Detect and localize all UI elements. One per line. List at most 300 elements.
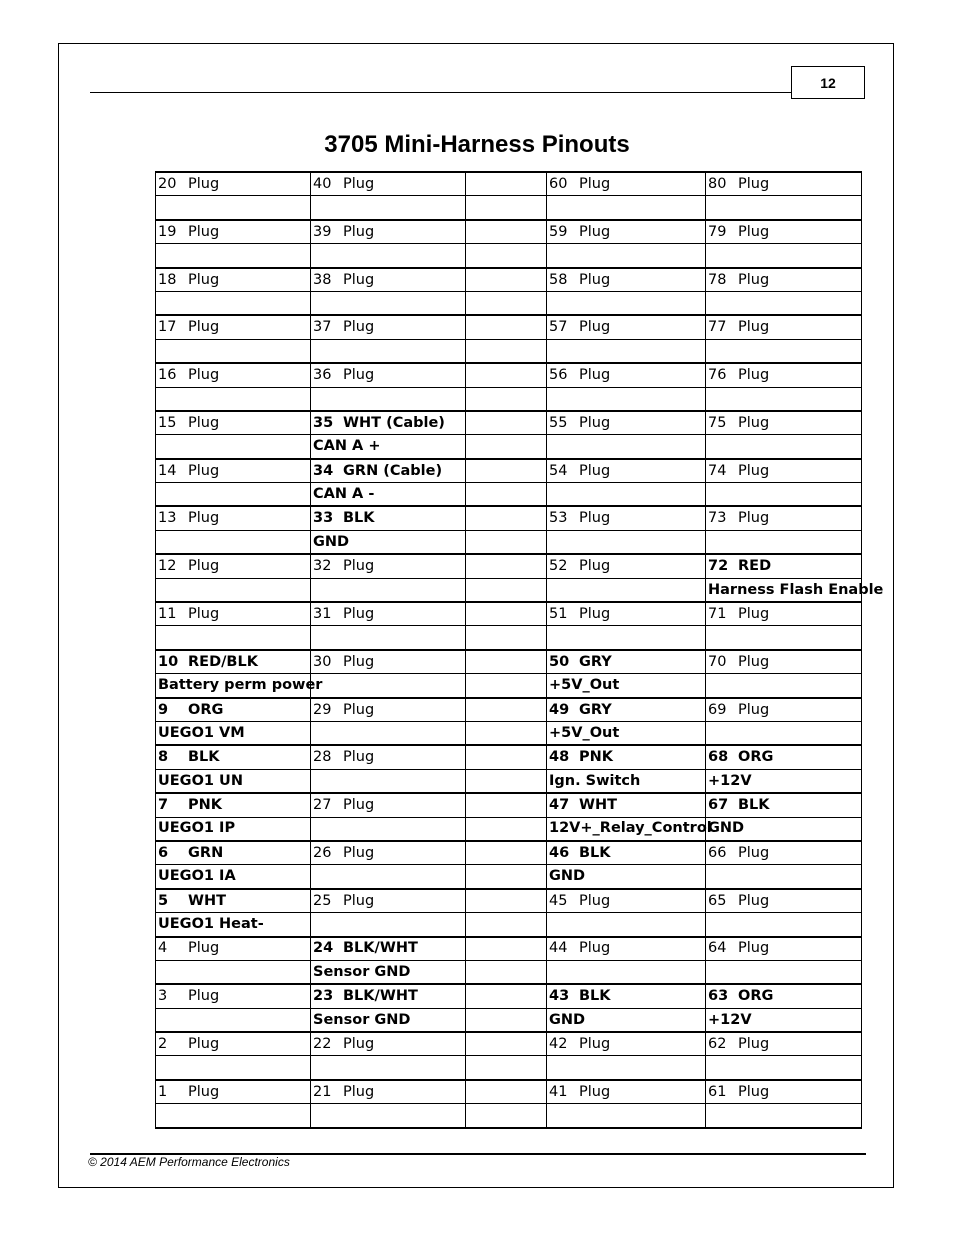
pin-number: 15 [158, 414, 177, 431]
table-row [156, 889, 862, 913]
pin-number: 71 [708, 605, 727, 622]
table-cell [311, 1080, 466, 1104]
table-cell [156, 865, 311, 889]
pin-label: +12V [708, 1011, 752, 1028]
table-cell [547, 841, 706, 865]
table-cell [547, 745, 706, 769]
pin-label: Plug [579, 558, 611, 575]
pin-number: 39 [313, 223, 332, 240]
table-cell [311, 387, 466, 411]
pin-number: 1 [158, 1083, 168, 1100]
pin-label: CAN A - [313, 486, 375, 503]
pin-number: 37 [313, 319, 332, 336]
pin-label: Plug [343, 223, 375, 240]
table-cell [311, 889, 466, 913]
pin-label: Plug [579, 271, 611, 288]
table-cell [547, 506, 706, 530]
pin-number: 34 [313, 462, 334, 479]
table-cell [156, 889, 311, 913]
table-cell [466, 459, 547, 483]
pin-label: Plug [738, 1083, 770, 1100]
table-cell [466, 1104, 547, 1128]
table-cell [706, 459, 862, 483]
pin-label: Plug [738, 223, 770, 240]
table-cell [311, 1104, 466, 1128]
pin-label: GND [549, 868, 586, 885]
table-cell [466, 650, 547, 674]
pin-label: UEGO1 VM [158, 724, 245, 741]
table-row [156, 865, 862, 889]
table-cell [156, 339, 311, 363]
table-cell [706, 315, 862, 339]
pin-number: 56 [549, 367, 568, 384]
table-row [156, 984, 862, 1008]
pin-label: GRN [188, 844, 224, 861]
pin-label: Plug [738, 414, 770, 431]
pin-number: 58 [549, 271, 568, 288]
table-cell [466, 435, 547, 459]
table-cell [547, 650, 706, 674]
pin-label: Plug [343, 271, 375, 288]
table-cell [706, 1080, 862, 1104]
table-cell [311, 339, 466, 363]
pinout-table [155, 171, 884, 1129]
table-cell [466, 745, 547, 769]
table-cell [466, 602, 547, 626]
table-cell [706, 865, 862, 889]
table-cell [547, 387, 706, 411]
table-cell [311, 459, 466, 483]
table-cell [706, 1104, 862, 1128]
table-cell [706, 172, 862, 196]
pin-label: Plug [343, 653, 375, 670]
pin-number: 29 [313, 701, 332, 718]
pin-label: Plug [579, 510, 611, 527]
pin-number: 24 [313, 940, 334, 957]
pin-number: 46 [549, 844, 570, 861]
pin-number: 50 [549, 653, 570, 670]
table-cell [156, 1032, 311, 1056]
pin-label: Plug [579, 319, 611, 336]
table-cell [311, 745, 466, 769]
pin-label: ORG [188, 701, 224, 718]
table-cell [706, 626, 862, 650]
table-cell [706, 889, 862, 913]
table-cell [311, 937, 466, 961]
table-row [156, 387, 862, 411]
pin-label: Plug [579, 605, 611, 622]
pin-label: Plug [738, 271, 770, 288]
table-cell [466, 841, 547, 865]
table-cell [547, 1080, 706, 1104]
pin-label: Plug [579, 414, 611, 431]
table-cell [706, 244, 862, 268]
table-row [156, 483, 862, 507]
table-cell [156, 172, 311, 196]
pin-number: 53 [549, 510, 568, 527]
table-row [156, 674, 862, 698]
table-cell [547, 602, 706, 626]
table-cell [156, 650, 311, 674]
table-cell [156, 435, 311, 459]
table-cell [466, 626, 547, 650]
pin-label: Battery perm power [158, 677, 323, 694]
page-number: 12 [791, 66, 865, 99]
table-cell [156, 387, 311, 411]
table-cell [547, 1104, 706, 1128]
pin-label: Ign. Switch [549, 772, 641, 789]
pin-label: Plug [738, 175, 770, 192]
pin-label: Plug [343, 175, 375, 192]
pin-label: Plug [738, 844, 770, 861]
table-cell [706, 674, 862, 698]
pin-number: 8 [158, 749, 169, 766]
pin-label: Plug [579, 1083, 611, 1100]
table-cell [706, 554, 862, 578]
pin-label: Plug [738, 319, 770, 336]
table-cell [706, 937, 862, 961]
pin-number: 47 [549, 797, 570, 814]
table-cell [547, 889, 706, 913]
pin-number: 16 [158, 367, 177, 384]
pin-label: BLK [738, 797, 770, 814]
table-row [156, 196, 862, 220]
pin-number: 75 [708, 414, 727, 431]
pin-label: Plug [188, 367, 220, 384]
pin-label: Plug [343, 558, 375, 575]
pin-number: 72 [708, 558, 729, 575]
table-cell [466, 530, 547, 554]
table-cell [466, 220, 547, 244]
table-cell [547, 865, 706, 889]
table-cell [156, 315, 311, 339]
table-cell [156, 554, 311, 578]
table-cell [547, 793, 706, 817]
table-cell [311, 172, 466, 196]
table-cell [156, 483, 311, 507]
pin-label: Plug [188, 175, 220, 192]
pin-label: RED/BLK [188, 653, 258, 670]
table-cell [466, 1056, 547, 1080]
table-row [156, 1080, 862, 1104]
table-cell [706, 268, 862, 292]
table-row [156, 363, 862, 387]
table-cell [466, 315, 547, 339]
pin-label: Plug [579, 462, 611, 479]
pin-label: Plug [188, 1036, 220, 1052]
table-cell [156, 220, 311, 244]
pin-label: Plug [738, 892, 770, 909]
table-cell [156, 698, 311, 722]
table-cell [547, 291, 706, 315]
table-cell [466, 506, 547, 530]
pin-label: Plug [738, 605, 770, 622]
table-row [156, 817, 862, 841]
table-cell [706, 841, 862, 865]
pin-label: WHT [188, 892, 227, 909]
table-cell [466, 793, 547, 817]
table-cell [547, 1056, 706, 1080]
pin-number: 67 [708, 797, 729, 814]
table-cell [706, 698, 862, 722]
table-cell [706, 817, 862, 841]
table-cell [156, 937, 311, 961]
table-cell [156, 530, 311, 554]
table-cell [547, 483, 706, 507]
table-cell [706, 339, 862, 363]
pin-number: 80 [708, 175, 727, 192]
table-cell [547, 698, 706, 722]
pin-number: 79 [708, 223, 727, 240]
table-cell [466, 1032, 547, 1056]
table-cell [156, 268, 311, 292]
table-cell [466, 721, 547, 745]
table-cell [547, 984, 706, 1008]
table-cell [547, 674, 706, 698]
pin-number: 30 [313, 653, 332, 670]
table-row [156, 841, 862, 865]
table-cell [547, 339, 706, 363]
pin-label: PNK [188, 797, 222, 814]
table-cell [156, 984, 311, 1008]
pin-number: 62 [708, 1036, 727, 1052]
pin-number: 23 [313, 988, 334, 1005]
pin-label: BLK [343, 510, 375, 527]
pin-number: 20 [158, 175, 177, 192]
table-row [156, 435, 862, 459]
table-cell [706, 769, 862, 793]
table-cell [311, 721, 466, 745]
table-row [156, 578, 862, 602]
table-cell [311, 1056, 466, 1080]
table-cell [311, 291, 466, 315]
table-cell [547, 960, 706, 984]
pin-label: Plug [343, 319, 375, 336]
pin-number: 28 [313, 749, 332, 766]
pin-label: Plug [343, 797, 375, 814]
pin-label: Plug [738, 940, 770, 957]
pin-number: 70 [708, 653, 727, 670]
table-cell [547, 172, 706, 196]
pin-number: 44 [549, 940, 568, 957]
pin-label: Plug [188, 988, 220, 1005]
table-cell [466, 865, 547, 889]
pin-label: Plug [738, 367, 770, 384]
pin-number: 54 [549, 462, 568, 479]
table-cell [156, 506, 311, 530]
table-cell [311, 411, 466, 435]
table-cell [466, 339, 547, 363]
table-cell [706, 578, 884, 602]
table-cell [466, 578, 547, 602]
table-cell [706, 483, 862, 507]
table-cell [311, 793, 466, 817]
pin-number: 63 [708, 988, 729, 1005]
pin-label: Plug [343, 892, 375, 909]
table-cell [466, 913, 547, 937]
pin-label: Plug [738, 1036, 770, 1052]
table-cell [466, 984, 547, 1008]
table-cell [547, 1008, 706, 1032]
table-cell [156, 1080, 311, 1104]
table-cell [311, 913, 466, 937]
table-cell [156, 960, 311, 984]
page-title: 3705 Mini-Harness Pinouts [324, 131, 630, 158]
table-cell [547, 721, 706, 745]
table-row [156, 268, 862, 292]
pin-label: Plug [188, 510, 220, 527]
pin-label: WHT (Cable) [343, 414, 445, 431]
header-rule [90, 92, 791, 93]
pin-number: 49 [549, 701, 570, 718]
pin-number: 78 [708, 271, 727, 288]
table-cell [156, 769, 311, 793]
pin-number: 10 [158, 653, 179, 670]
table-cell [706, 602, 862, 626]
pin-number: 59 [549, 223, 568, 240]
table-row [156, 339, 862, 363]
table-cell [311, 530, 466, 554]
pin-number: 77 [708, 319, 727, 336]
table-cell [311, 506, 466, 530]
pin-label: Plug [343, 605, 375, 622]
table-cell [547, 363, 706, 387]
pin-label: Plug [738, 653, 770, 670]
pin-label: Plug [738, 701, 770, 718]
table-cell [706, 220, 862, 244]
table-row [156, 721, 862, 745]
table-cell [311, 435, 466, 459]
pin-number: 5 [158, 892, 169, 909]
table-cell [311, 483, 466, 507]
table-cell [311, 244, 466, 268]
pin-label: Plug [579, 1036, 611, 1052]
pin-label: GRY [579, 653, 612, 670]
table-row [156, 1056, 862, 1080]
pin-label: Plug [343, 367, 375, 384]
pin-number: 13 [158, 510, 177, 527]
table-row [156, 698, 862, 722]
table-cell [547, 196, 706, 220]
table-cell [547, 435, 706, 459]
table-cell [466, 889, 547, 913]
pin-number: 19 [158, 223, 177, 240]
table-cell [311, 1032, 466, 1056]
pin-label: Plug [579, 892, 611, 909]
table-cell [311, 960, 466, 984]
pin-number: 48 [549, 749, 570, 766]
table-cell [547, 411, 706, 435]
pin-label: RED [738, 558, 772, 575]
pin-number: 73 [708, 510, 727, 527]
table-row [156, 1104, 862, 1128]
table-cell [466, 387, 547, 411]
pin-number: 6 [158, 844, 169, 861]
table-cell [466, 196, 547, 220]
table-cell [547, 459, 706, 483]
pin-number: 26 [313, 844, 332, 861]
table-cell [466, 554, 547, 578]
table-cell [156, 817, 311, 841]
table-cell [311, 554, 466, 578]
table-cell [547, 530, 706, 554]
table-cell [706, 363, 862, 387]
pin-number: 45 [549, 892, 568, 909]
table-cell [547, 578, 706, 602]
table-cell [706, 411, 862, 435]
pin-label: GND [708, 820, 745, 837]
pin-label: Plug [343, 1083, 375, 1100]
pin-number: 4 [158, 940, 168, 957]
pin-label: BLK/WHT [343, 988, 418, 1005]
pin-number: 9 [158, 701, 169, 718]
table-row [156, 244, 862, 268]
table-row [156, 1032, 862, 1056]
table-cell [706, 506, 862, 530]
pin-number: 76 [708, 367, 727, 384]
pin-label: Plug [343, 701, 375, 718]
table-cell [706, 1032, 862, 1056]
pin-number: 3 [158, 988, 168, 1005]
pin-label: +12V [708, 772, 752, 789]
table-cell [466, 674, 547, 698]
pin-number: 52 [549, 558, 568, 575]
pin-number: 14 [158, 462, 177, 479]
table-row [156, 554, 862, 578]
pin-label: Plug [188, 223, 220, 240]
pin-number: 69 [708, 701, 727, 718]
table-cell [156, 913, 311, 937]
table-cell [311, 363, 466, 387]
pin-number: 60 [549, 175, 568, 192]
table-cell [547, 817, 712, 841]
pin-label: Sensor GND [313, 963, 411, 980]
pin-number: 32 [313, 558, 332, 575]
table-row [156, 626, 862, 650]
pin-label: Plug [188, 605, 220, 622]
pin-number: 33 [313, 510, 334, 527]
table-row [156, 291, 862, 315]
pin-label: Plug [188, 940, 220, 957]
table-cell [311, 602, 466, 626]
table-cell [156, 721, 311, 745]
pin-label: Plug [188, 414, 220, 431]
table-cell [466, 1080, 547, 1104]
table-cell [156, 1008, 311, 1032]
table-row [156, 220, 862, 244]
table-cell [156, 578, 311, 602]
table-cell [466, 817, 547, 841]
pin-label: Plug [188, 1083, 220, 1100]
pin-label: UEGO1 IA [158, 868, 236, 885]
pin-label: Plug [343, 749, 375, 766]
table-row [156, 602, 862, 626]
pin-label: BLK [188, 749, 220, 766]
table-cell [547, 626, 706, 650]
pin-number: 74 [708, 462, 727, 479]
table-cell [706, 1056, 862, 1080]
table-cell [156, 793, 311, 817]
pin-label: Plug [188, 319, 220, 336]
pin-number: 12 [158, 558, 177, 575]
pin-label: Plug [188, 462, 220, 479]
pin-number: 38 [313, 271, 332, 288]
pin-number: 21 [313, 1083, 332, 1100]
table-cell [156, 196, 311, 220]
table-cell [547, 244, 706, 268]
pin-number: 43 [549, 988, 570, 1005]
pin-number: 2 [158, 1036, 168, 1052]
